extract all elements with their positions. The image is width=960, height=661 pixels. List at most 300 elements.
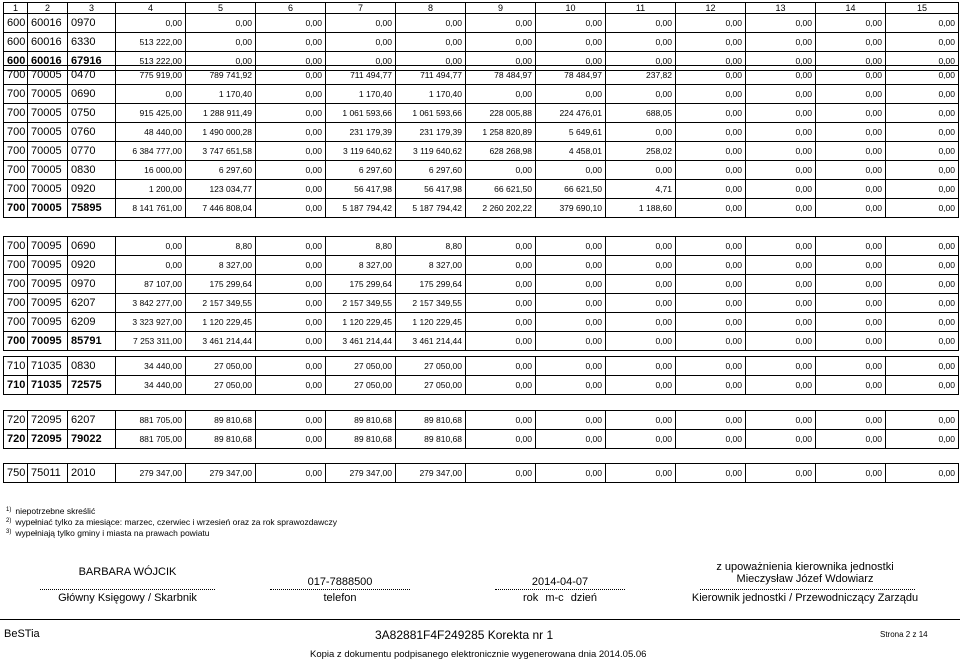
- table-cell: 915 425,00: [116, 104, 186, 123]
- table-cell: 0,00: [326, 14, 396, 33]
- page-footer: [0, 619, 960, 650]
- table-cell: 711 494,77: [396, 66, 466, 85]
- table-cell: 2 260 202,22: [466, 199, 536, 218]
- table-cell: 0,00: [886, 332, 959, 351]
- table-cell: 0,00: [886, 180, 959, 199]
- head-caption: Kierownik jednostki / Przewodniczący Zarządu: [691, 592, 919, 604]
- table-cell: 0,00: [606, 161, 676, 180]
- table-cell: 0,00: [886, 52, 959, 71]
- table-row: [4, 294, 959, 313]
- table-summary-row: [4, 199, 959, 218]
- table-row: [4, 33, 959, 52]
- table-cell: 0,00: [466, 237, 536, 256]
- table-cell: 1 200,00: [116, 180, 186, 199]
- table-cell: 0,00: [816, 85, 886, 104]
- table-cell: 0,00: [466, 313, 536, 332]
- table-cell: 0,00: [606, 376, 676, 395]
- table-cell: 0,00: [396, 14, 466, 33]
- table-cell: 78 484,97: [536, 66, 606, 85]
- table-cell: 279 347,00: [186, 464, 256, 483]
- table-cell: 123 034,77: [186, 180, 256, 199]
- table-cell: 0,00: [746, 275, 816, 294]
- table-cell: 0,00: [256, 313, 326, 332]
- table-cell: 231 179,39: [396, 123, 466, 142]
- table-cell: 0,00: [536, 275, 606, 294]
- table-cell: 5 187 794,42: [326, 199, 396, 218]
- table-cell: 881 705,00: [116, 411, 186, 430]
- table-cell: 0,00: [256, 294, 326, 313]
- table-cell: 0690: [68, 237, 116, 256]
- table-cell: 0,00: [676, 14, 746, 33]
- table-row: [4, 313, 959, 332]
- table-cell: 710: [4, 376, 28, 395]
- table-cell: 0,00: [186, 14, 256, 33]
- table-cell: 0,00: [606, 313, 676, 332]
- table-cell: 775 919,00: [116, 66, 186, 85]
- table-row: [4, 104, 959, 123]
- table-cell: 8 327,00: [326, 256, 396, 275]
- table-cell: 175 299,64: [326, 275, 396, 294]
- table-cell: 0,00: [466, 161, 536, 180]
- column-number: 8: [396, 3, 466, 14]
- table-cell: 1 061 593,66: [396, 104, 466, 123]
- table-cell: 0,00: [606, 294, 676, 313]
- table-cell: 258,02: [606, 142, 676, 161]
- table-cell: 70005: [28, 104, 68, 123]
- table-cell: 0,00: [116, 14, 186, 33]
- table-cell: 0,00: [256, 199, 326, 218]
- budget-table-block: [3, 2, 959, 71]
- table-cell: 0,00: [606, 464, 676, 483]
- table-cell: 0,00: [816, 104, 886, 123]
- table-cell: 279 347,00: [396, 464, 466, 483]
- table-summary-row: [4, 376, 959, 395]
- column-number: 15: [886, 3, 959, 14]
- table-cell: 0,00: [256, 332, 326, 351]
- table-cell: 0,00: [816, 294, 886, 313]
- table-summary-row: [4, 430, 959, 449]
- table-cell: 0,00: [676, 256, 746, 275]
- document-code: 3A82881F4F249285 Korekta nr 1: [375, 628, 554, 642]
- table-cell: 0,00: [886, 376, 959, 395]
- table-cell: 0,00: [466, 411, 536, 430]
- table-cell: 0,00: [746, 430, 816, 449]
- table-cell: 0,00: [816, 313, 886, 332]
- table-cell: 78 484,97: [466, 66, 536, 85]
- table-cell: 0,00: [746, 256, 816, 275]
- table-cell: 700: [4, 256, 28, 275]
- phone-line: [270, 589, 410, 590]
- table-cell: 237,82: [606, 66, 676, 85]
- table-cell: 1 490 000,28: [186, 123, 256, 142]
- accountant-name: BARBARA WÓJCIK: [78, 566, 177, 578]
- table-cell: 8 327,00: [396, 256, 466, 275]
- table-cell: 700: [4, 313, 28, 332]
- table-cell: 0920: [68, 256, 116, 275]
- table-cell: 0,00: [816, 464, 886, 483]
- table-cell: 1 120 229,45: [396, 313, 466, 332]
- table-cell: 0,00: [466, 430, 536, 449]
- table-cell: 0,00: [816, 52, 886, 71]
- table-cell: 34 440,00: [116, 357, 186, 376]
- table-cell: 0,00: [746, 142, 816, 161]
- table-cell: 1 061 593,66: [326, 104, 396, 123]
- table-cell: 3 461 214,44: [186, 332, 256, 351]
- budget-table-block: [3, 236, 959, 351]
- table-cell: 700: [4, 142, 28, 161]
- table-cell: 0,00: [116, 256, 186, 275]
- table-cell: 0,00: [606, 332, 676, 351]
- table-cell: 0,00: [256, 256, 326, 275]
- table-cell: 0770: [68, 142, 116, 161]
- table-cell: 0,00: [676, 123, 746, 142]
- table-cell: 0,00: [816, 33, 886, 52]
- table-cell: 0,00: [536, 14, 606, 33]
- table-cell: 0,00: [746, 180, 816, 199]
- table-cell: 0,00: [886, 199, 959, 218]
- table-cell: 2 157 349,55: [326, 294, 396, 313]
- table-cell: 67916: [68, 52, 116, 71]
- table-cell: 0,00: [816, 275, 886, 294]
- column-number: 11: [606, 3, 676, 14]
- table-cell: 0830: [68, 161, 116, 180]
- table-cell: 0,00: [886, 66, 959, 85]
- column-number: 5: [186, 3, 256, 14]
- table-cell: 89 810,68: [396, 430, 466, 449]
- table-cell: 0,00: [606, 411, 676, 430]
- table-cell: 0,00: [256, 357, 326, 376]
- table-cell: 2 157 349,55: [186, 294, 256, 313]
- table-cell: 6 384 777,00: [116, 142, 186, 161]
- table-cell: 5 649,61: [536, 123, 606, 142]
- table-cell: 0,00: [466, 357, 536, 376]
- phone-caption: telefon: [323, 592, 357, 604]
- table-cell: 0,00: [536, 357, 606, 376]
- table-cell: 72095: [28, 430, 68, 449]
- table-cell: 70005: [28, 199, 68, 218]
- table-cell: 0,00: [816, 411, 886, 430]
- table-cell: 27 050,00: [326, 357, 396, 376]
- column-number: 9: [466, 3, 536, 14]
- table-cell: 1 258 820,89: [466, 123, 536, 142]
- table-summary-row: [4, 332, 959, 351]
- table-row: [4, 275, 959, 294]
- table-cell: 0,00: [256, 161, 326, 180]
- table-cell: 0,00: [606, 256, 676, 275]
- table-row: [4, 411, 959, 430]
- table-cell: 0970: [68, 14, 116, 33]
- authorization-note: z upoważnienia kierownika jednostki: [716, 561, 894, 573]
- table-cell: 0830: [68, 357, 116, 376]
- table-cell: 279 347,00: [326, 464, 396, 483]
- table-cell: 700: [4, 199, 28, 218]
- table-cell: 0,00: [256, 104, 326, 123]
- table-cell: 0,00: [256, 85, 326, 104]
- table-cell: 70005: [28, 85, 68, 104]
- table-cell: 0,00: [256, 275, 326, 294]
- table-cell: 0,00: [606, 237, 676, 256]
- table-cell: 0,00: [886, 142, 959, 161]
- table-cell: 0,00: [676, 85, 746, 104]
- table-cell: 224 476,01: [536, 104, 606, 123]
- table-cell: 0,00: [746, 464, 816, 483]
- table-cell: 0,00: [256, 411, 326, 430]
- table-cell: 0,00: [746, 357, 816, 376]
- table-cell: 700: [4, 123, 28, 142]
- table-cell: 0,00: [816, 376, 886, 395]
- table-cell: 0,00: [606, 85, 676, 104]
- table-cell: 8,80: [186, 237, 256, 256]
- table-cell: 0,00: [886, 357, 959, 376]
- column-number: 4: [116, 3, 186, 14]
- table-cell: 0,00: [606, 14, 676, 33]
- table-row: [4, 256, 959, 275]
- column-number: 10: [536, 3, 606, 14]
- table-cell: 0,00: [886, 294, 959, 313]
- table-cell: 0,00: [536, 332, 606, 351]
- table-cell: 0,00: [676, 332, 746, 351]
- table-cell: 0,00: [746, 199, 816, 218]
- budget-table-block: [3, 356, 959, 395]
- table-row: [4, 161, 959, 180]
- table-cell: 3 842 277,00: [116, 294, 186, 313]
- table-cell: 1 288 911,49: [186, 104, 256, 123]
- table-cell: 0,00: [396, 52, 466, 71]
- table-cell: 0,00: [466, 332, 536, 351]
- table-cell: 56 417,98: [326, 180, 396, 199]
- table-cell: 0,00: [676, 66, 746, 85]
- table-cell: 0,00: [256, 237, 326, 256]
- table-cell: 0,00: [256, 376, 326, 395]
- table-cell: 0,00: [746, 332, 816, 351]
- table-cell: 70005: [28, 161, 68, 180]
- column-number: 6: [256, 3, 326, 14]
- table-cell: 56 417,98: [396, 180, 466, 199]
- table-cell: 0,00: [886, 123, 959, 142]
- table-cell: 6 297,60: [186, 161, 256, 180]
- table-cell: 0,00: [256, 14, 326, 33]
- table-cell: 0,00: [746, 161, 816, 180]
- date-line: [495, 589, 625, 590]
- table-cell: 0,00: [886, 313, 959, 332]
- table-cell: 0,00: [396, 33, 466, 52]
- table-cell: 0,00: [746, 411, 816, 430]
- table-cell: 0,00: [816, 142, 886, 161]
- table-cell: 700: [4, 85, 28, 104]
- table-row: [4, 180, 959, 199]
- accountant-line: [40, 589, 215, 590]
- table-cell: 0470: [68, 66, 116, 85]
- table-cell: 0,00: [676, 104, 746, 123]
- table-cell: 0,00: [886, 256, 959, 275]
- table-cell: 700: [4, 332, 28, 351]
- app-name: BeSTia: [4, 628, 40, 640]
- table-cell: 710: [4, 357, 28, 376]
- table-row: [4, 66, 959, 85]
- column-number: 12: [676, 3, 746, 14]
- table-cell: 4 458,01: [536, 142, 606, 161]
- table-cell: 0,00: [816, 237, 886, 256]
- table-cell: 3 119 640,62: [326, 142, 396, 161]
- table-cell: 7 253 311,00: [116, 332, 186, 351]
- table-cell: 3 323 927,00: [116, 313, 186, 332]
- table-cell: 700: [4, 104, 28, 123]
- table-cell: 48 440,00: [116, 123, 186, 142]
- table-cell: 0,00: [816, 256, 886, 275]
- table-cell: 3 461 214,44: [396, 332, 466, 351]
- footnote-3: $^{3)}$ wypełniają tylko gminy i miasta na prawach powiatu: [6, 528, 210, 538]
- table-cell: 0,00: [606, 275, 676, 294]
- table-cell: 720: [4, 411, 28, 430]
- table-cell: 0,00: [746, 104, 816, 123]
- table-cell: 72575: [68, 376, 116, 395]
- table-cell: 0,00: [256, 66, 326, 85]
- table-cell: 700: [4, 180, 28, 199]
- table-cell: 70005: [28, 142, 68, 161]
- table-cell: 231 179,39: [326, 123, 396, 142]
- table-cell: 6 297,60: [326, 161, 396, 180]
- table-cell: 0,00: [816, 199, 886, 218]
- table-row: [4, 14, 959, 33]
- table-cell: 700: [4, 66, 28, 85]
- table-cell: 70095: [28, 313, 68, 332]
- table-cell: 0,00: [886, 430, 959, 449]
- table-cell: 1 120 229,45: [186, 313, 256, 332]
- table-cell: 0,00: [676, 180, 746, 199]
- table-cell: 0,00: [326, 33, 396, 52]
- footnote-1: $^{1)}$ niepotrzebne skreślić: [6, 506, 96, 516]
- table-cell: 0,00: [606, 123, 676, 142]
- table-cell: 0,00: [886, 411, 959, 430]
- table-cell: 8 327,00: [186, 256, 256, 275]
- table-cell: 16 000,00: [116, 161, 186, 180]
- table-cell: 87 107,00: [116, 275, 186, 294]
- table-cell: 0,00: [886, 464, 959, 483]
- table-cell: 0,00: [746, 14, 816, 33]
- table-cell: 379 690,10: [536, 199, 606, 218]
- table-cell: 0,00: [536, 430, 606, 449]
- table-cell: 513 222,00: [116, 33, 186, 52]
- table-cell: 70005: [28, 123, 68, 142]
- table-cell: 0,00: [606, 357, 676, 376]
- column-number: 2: [28, 3, 68, 14]
- table-cell: 0,00: [816, 430, 886, 449]
- table-cell: 0,00: [676, 237, 746, 256]
- table-cell: 228 005,88: [466, 104, 536, 123]
- table-cell: 700: [4, 294, 28, 313]
- table-cell: 0,00: [676, 411, 746, 430]
- table-cell: 8,80: [326, 237, 396, 256]
- table-cell: 71035: [28, 357, 68, 376]
- table-cell: 72095: [28, 411, 68, 430]
- table-cell: 0,00: [466, 256, 536, 275]
- table-cell: 0,00: [886, 14, 959, 33]
- accountant-caption: Główny Księgowy / Skarbnik: [58, 592, 197, 604]
- table-cell: 0,00: [466, 376, 536, 395]
- table-row: [4, 464, 959, 483]
- column-number: 3: [68, 3, 116, 14]
- table-cell: 27 050,00: [326, 376, 396, 395]
- table-cell: 89 810,68: [186, 411, 256, 430]
- table-cell: 27 050,00: [396, 357, 466, 376]
- table-cell: 6207: [68, 411, 116, 430]
- table-cell: 0,00: [116, 237, 186, 256]
- table-cell: 0,00: [886, 161, 959, 180]
- table-cell: 2010: [68, 464, 116, 483]
- table-cell: 1 170,40: [186, 85, 256, 104]
- table-cell: 0,00: [536, 52, 606, 71]
- table-cell: 0,00: [256, 123, 326, 142]
- report-date: 2014-04-07: [531, 576, 589, 588]
- table-cell: 3 747 651,58: [186, 142, 256, 161]
- table-cell: 0,00: [676, 294, 746, 313]
- table-cell: 75011: [28, 464, 68, 483]
- table-cell: 0,00: [536, 161, 606, 180]
- table-cell: 279 347,00: [116, 464, 186, 483]
- table-cell: 0,00: [536, 464, 606, 483]
- copy-note: Kopia z dokumentu podpisanego elektronicznie wygenerowana dnia 2014.05.06: [310, 649, 647, 660]
- table-cell: 0,00: [676, 161, 746, 180]
- table-cell: 0,00: [816, 123, 886, 142]
- table-cell: 0,00: [816, 14, 886, 33]
- date-caption: rok m-c dzień: [522, 592, 598, 604]
- table-cell: 1 170,40: [326, 85, 396, 104]
- table-cell: 3 119 640,62: [396, 142, 466, 161]
- table-cell: 789 741,92: [186, 66, 256, 85]
- table-cell: 513 222,00: [116, 52, 186, 71]
- table-cell: 6 297,60: [396, 161, 466, 180]
- table-cell: 0,00: [816, 161, 886, 180]
- table-cell: 6209: [68, 313, 116, 332]
- table-cell: 0,00: [886, 85, 959, 104]
- table-cell: 0,00: [536, 376, 606, 395]
- table-cell: 0,00: [676, 199, 746, 218]
- column-number: 13: [746, 3, 816, 14]
- table-cell: 6207: [68, 294, 116, 313]
- table-cell: 628 268,98: [466, 142, 536, 161]
- table-cell: 700: [4, 161, 28, 180]
- table-cell: 0,00: [536, 256, 606, 275]
- table-cell: 0,00: [676, 313, 746, 332]
- table-cell: 0,00: [676, 464, 746, 483]
- table-cell: 0,00: [536, 33, 606, 52]
- table-cell: 1 170,40: [396, 85, 466, 104]
- table-cell: 1 188,60: [606, 199, 676, 218]
- table-cell: 66 621,50: [536, 180, 606, 199]
- table-cell: 0,00: [466, 464, 536, 483]
- table-cell: 0760: [68, 123, 116, 142]
- table-cell: 0,00: [886, 104, 959, 123]
- table-cell: 0,00: [536, 411, 606, 430]
- table-cell: 7 446 808,04: [186, 199, 256, 218]
- table-cell: 0,00: [816, 332, 886, 351]
- table-cell: 0,00: [886, 237, 959, 256]
- table-cell: 0,00: [746, 52, 816, 71]
- column-number: 1: [4, 3, 28, 14]
- page-number: Strona 2 z 14: [880, 630, 928, 639]
- table-cell: 70005: [28, 66, 68, 85]
- table-cell: 0,00: [536, 85, 606, 104]
- table-cell: 0,00: [816, 66, 886, 85]
- table-cell: 175 299,64: [396, 275, 466, 294]
- table-cell: 0,00: [886, 275, 959, 294]
- column-number: 7: [326, 3, 396, 14]
- table-cell: 0,00: [466, 33, 536, 52]
- table-cell: 0,00: [256, 180, 326, 199]
- table-cell: 0,00: [746, 376, 816, 395]
- table-cell: 2 157 349,55: [396, 294, 466, 313]
- table-cell: 0690: [68, 85, 116, 104]
